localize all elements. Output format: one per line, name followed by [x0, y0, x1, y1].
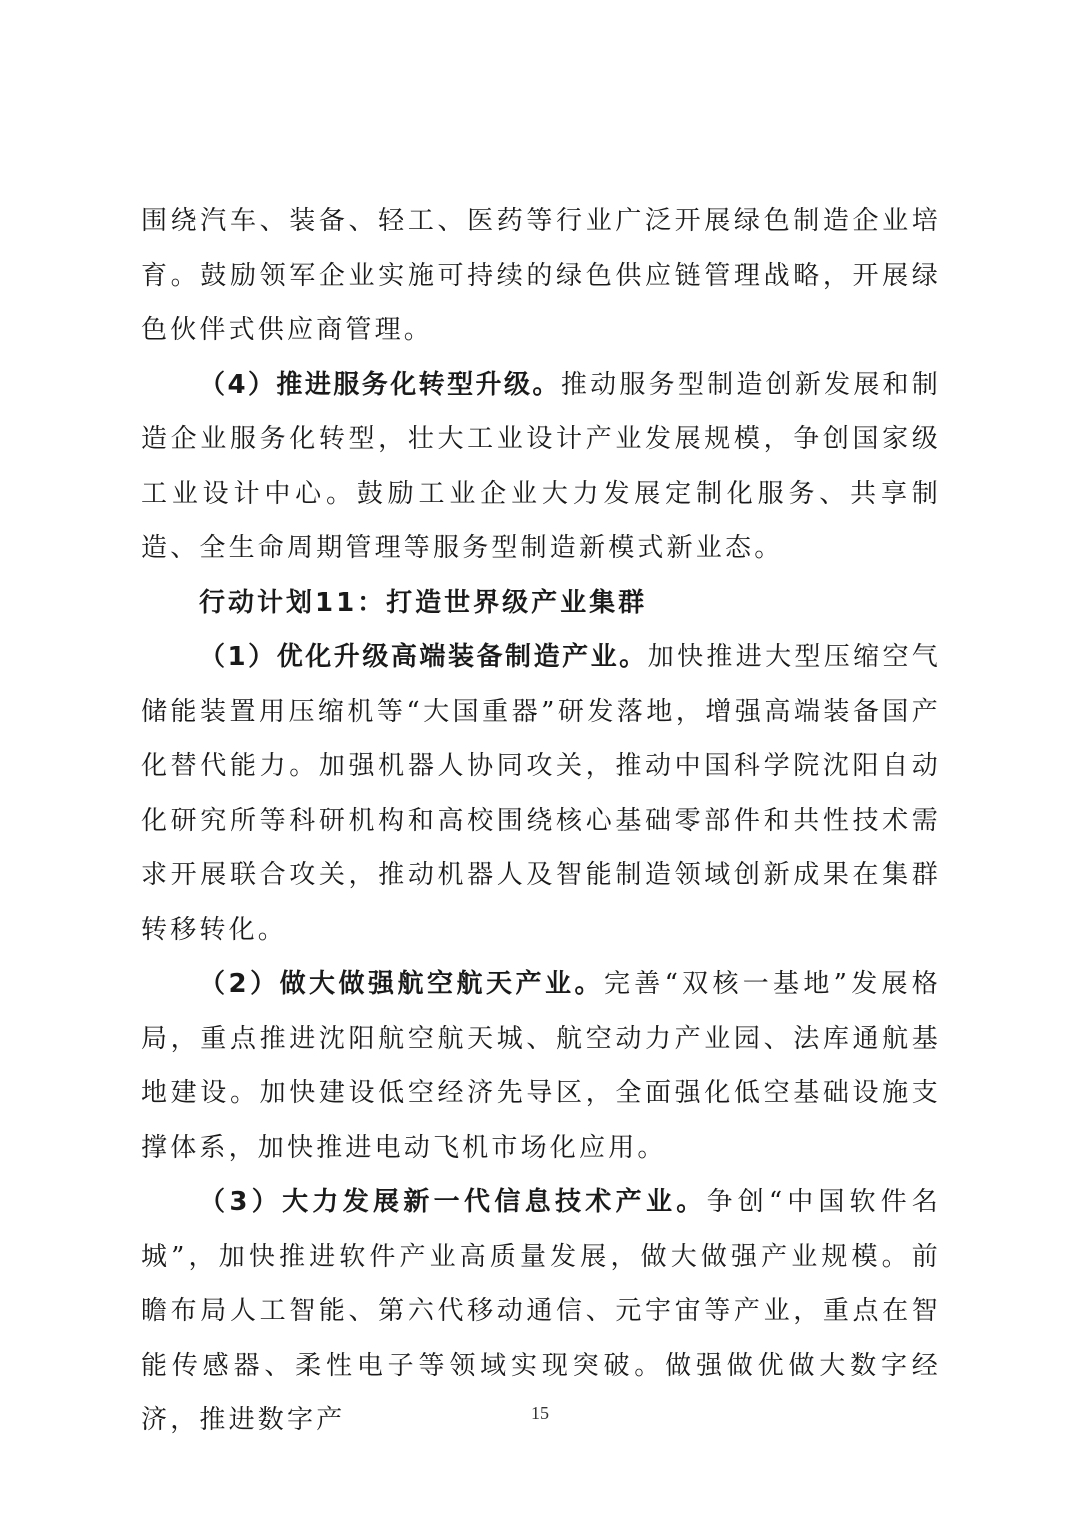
paragraph-green-manufacturing: [141, 194, 941, 358]
paragraph-aerospace: [141, 957, 941, 1175]
paragraph-high-end-equipment: [141, 630, 941, 957]
paragraph-text: 围绕汽车、装备、轻工、医药等行业广泛开展绿色制造企业培育。鼓励领军企业实施可持续的绿色供应链管理战略，开展绿色伙伴式供应商管理。: [141, 206, 941, 345]
document-body: [141, 194, 941, 1448]
paragraph-text: 争创“中国软件名城”，加快推进软件产业高质量发展，做大做强产业规模。前瞻布局人工智能、第六代移动通信、元宇宙等产业，重点在智能传感器、柔性电子等领域实现突破。做强做优做大数字经济，推进数字产: [141, 1187, 941, 1435]
paragraph-text: 加快推进大型压缩空气储能装置用压缩机等“大国重器”研发落地，增强高端装备国产化替代能力。加强机器人协同攻关，推动中国科学院沈阳自动化研究所等科研机构和高校围绕核心基础零部件和共性技术需求开展联合攻关，推动机器人及智能制造领域创新成果在集群转移转化。: [141, 642, 941, 945]
paragraph-lead: （3）大力发展新一代信息技术产业。: [199, 1187, 707, 1217]
paragraph-service-transformation: [141, 358, 941, 576]
paragraph-text: 推动服务型制造创新发展和制造企业服务化转型，壮大工业设计产业发展规模，争创国家级工业设计中心。鼓励工业企业大力发展定制化服务、共享制造、全生命周期管理等服务型制造新模式新业态。: [141, 369, 942, 563]
section-heading-action-plan-11: 行动计划11：打造世界级产业集群: [199, 587, 648, 618]
page-number: 15: [531, 1403, 549, 1423]
paragraph-lead: （1）优化升级高端装备制造产业。: [199, 642, 648, 672]
paragraph-text: 完善“双核一基地”发展格局，重点推进沈阳航空航天城、航空动力产业园、法库通航基地建设。加快建设低空经济先导区，全面强化低空基础设施支撑体系，加快推进电动飞机市场化应用。: [141, 969, 942, 1163]
paragraph-lead: （2）做大做强航空航天产业。: [199, 969, 604, 999]
paragraph-lead: （4）推进服务化转型升级。: [199, 369, 561, 400]
